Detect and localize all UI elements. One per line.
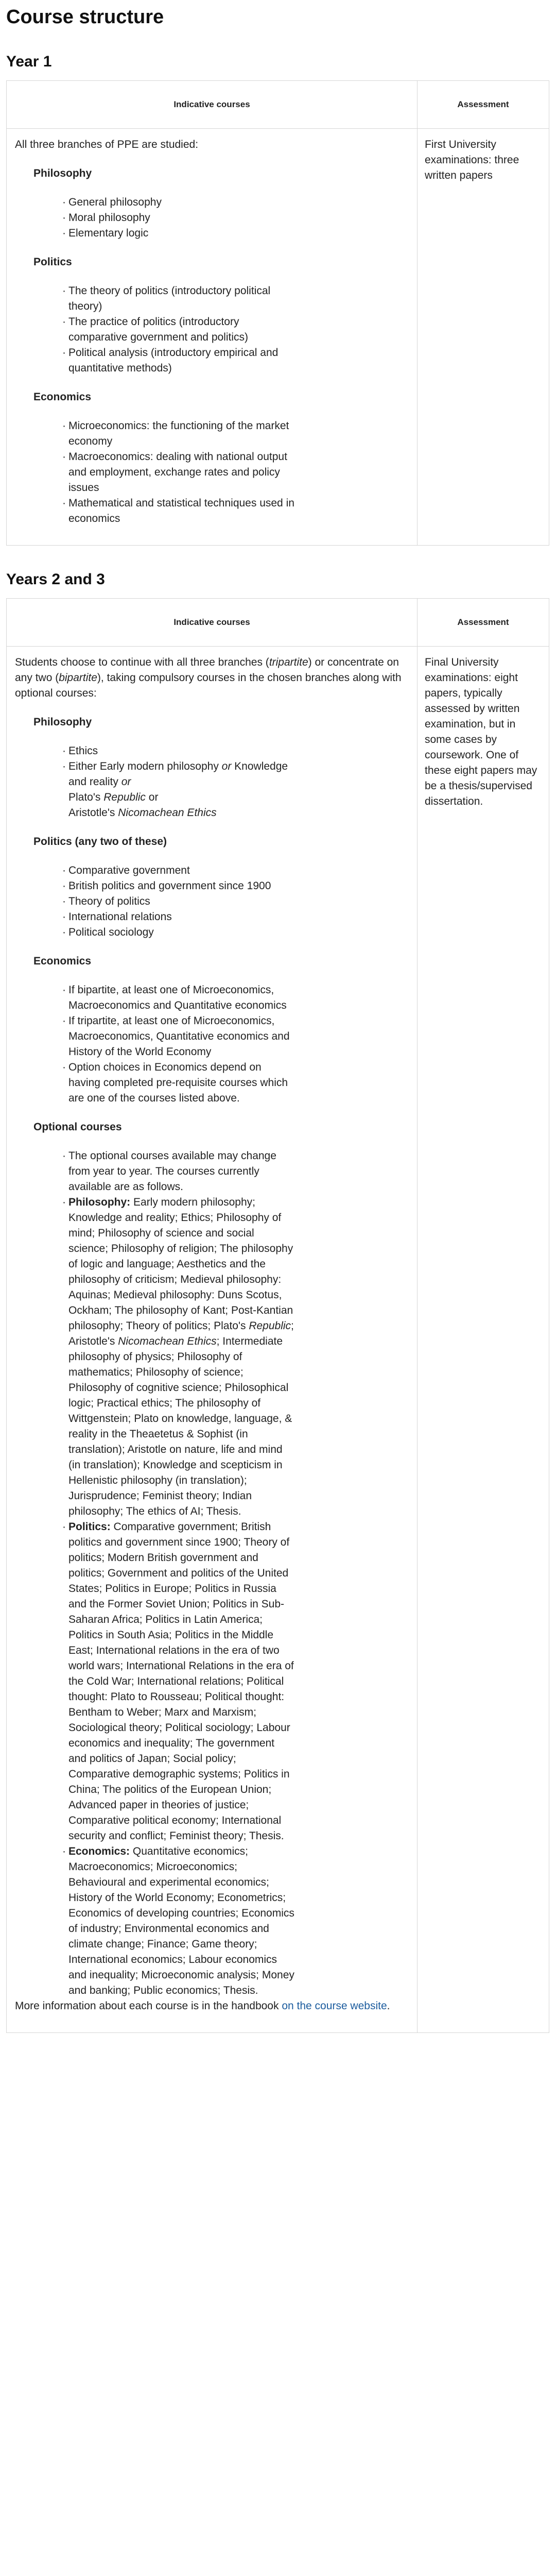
text: Plato's: [68, 791, 104, 803]
intro-text: ), taking compulsory courses in the chosen branches along with optional courses:: [15, 672, 402, 699]
list-item: · General philosophy: [68, 195, 295, 210]
year1-branch-economics: [15, 389, 405, 527]
list-item: · International relations: [68, 909, 295, 925]
year23-assessment: Final University examinations: eight papers, typically assessed by written examination, but in some cases by coursework. One of these eight papers may be a thesis/supervised dissertation.: [418, 647, 549, 2033]
list-item: [68, 1844, 295, 1998]
more-info: [15, 1998, 405, 2014]
text: .: [387, 2000, 390, 2012]
list-item: · Ethics: [68, 743, 295, 759]
intro-bipartite: bipartite: [59, 672, 97, 684]
course-list: [15, 743, 295, 821]
course-list: [15, 863, 295, 940]
course-website-link[interactable]: on the course website: [282, 2000, 387, 2012]
text: Aristotle's: [68, 807, 118, 819]
course-list: [15, 195, 295, 241]
branch-name: Economics: [33, 391, 92, 403]
text: Early modern philosophy; Knowledge and reality; Ethics; Philosophy of mind; Philosophy of science and social science; Philosophy of religion; The philosophy of logic and language; Aesthetics and the philosophy of criticism; Medieval philosophy: Aquinas; Medieval philosophy: Duns Scotus, Ockham; The philosophy of Kant; Post-Kantian philosophy; Theory of politics; Plato's: [68, 1196, 293, 1332]
list-item: · If tripartite, at least one of Microeconomics, Macroeconomics, Quantitative economics and History of the World Economy: [68, 1013, 295, 1060]
list-item: · Political analysis (introductory empirical and quantitative methods): [68, 345, 295, 376]
course-list: [15, 1148, 295, 1998]
branch-name: Optional courses: [33, 1121, 122, 1133]
year1-branch-philosophy: [15, 166, 405, 241]
intro-text: Students choose to continue with all three branches (: [15, 656, 269, 668]
list-item: · Comparative government: [68, 863, 295, 878]
list-item: · The theory of politics (introductory political theory): [68, 283, 295, 314]
course-list: [15, 982, 295, 1106]
year23-header-assessment: Assessment: [418, 599, 549, 647]
branch-name: Philosophy: [33, 167, 92, 179]
list-item: · The practice of politics (introductory comparative government and politics): [68, 314, 295, 345]
text-italic: Nicomachean Ethics: [118, 1335, 217, 1347]
list-item: · Microeconomics: the functioning of the market economy: [68, 418, 295, 449]
text-italic: Nicomachean Ethics: [118, 807, 217, 819]
course-list: [15, 418, 295, 527]
year23-branch-politics: [15, 834, 405, 940]
year23-header-courses: Indicative courses: [7, 599, 418, 647]
text-italic: Republic: [249, 1320, 291, 1332]
course-list: [15, 283, 295, 376]
page-title: Course structure: [6, 6, 164, 28]
text: ; Aristotle's: [68, 1320, 294, 1347]
list-item: [68, 759, 295, 821]
list-item: [68, 1519, 295, 1844]
list-item: · The optional courses available may change from year to year. The courses currently available are as follows.: [68, 1148, 295, 1195]
year1-branch-politics: [15, 255, 405, 376]
list-item: · Theory of politics: [68, 894, 295, 909]
list-item: [68, 1195, 295, 1519]
year23-branch-optional: [15, 1120, 405, 1998]
list-item: · Political sociology: [68, 925, 295, 940]
text: More information about each course is in the handbook: [15, 2000, 282, 2012]
optional-philosophy-label: Philosophy:: [68, 1196, 131, 1208]
year1-title: Year 1: [6, 53, 52, 70]
list-item: · Option choices in Economics depend on having completed pre-requisite courses which are one of the courses listed above.: [68, 1060, 295, 1106]
text-italic: or: [221, 760, 232, 772]
list-item: · Macroeconomics: dealing with national output and employment, exchange rates and policy issues: [68, 449, 295, 496]
text-italic: or: [121, 776, 131, 788]
year1-header-courses: Indicative courses: [7, 81, 418, 129]
year23-courses-cell: [7, 647, 418, 2033]
text: Comparative government; British politics and government since 1900; Theory of politics; Modern British government and politics; Government and politics of the United States; Politics in Europe; Politics in Russia and the Former Soviet Union; Politics in Sub-Saharan Africa; Politics in Latin America; Politics in South Asia; Politics in the Middle East; International relations in the era of two world wars; International Relations in the era of the Cold War; International relations; Political thought: Plato to Rousseau; Political thought: Bentham to Weber; Marx and Marxism; Sociological theory; Political sociology; Labour economics and inequality; The government and politics of Japan; Social policy; Comparative demographic systems; Politics in China; The politics of the European Union; Advanced paper in theories of justice; Comparative political economy; International security and conflict; Feminist theory; Thesis.: [68, 1521, 294, 1842]
branch-name: Economics: [33, 955, 92, 967]
year23-title: Years 2 and 3: [6, 571, 105, 588]
list-item: · If bipartite, at least one of Microeconomics, Macroeconomics and Quantitative economics: [68, 982, 295, 1013]
list-item: · Moral philosophy: [68, 210, 295, 226]
branch-name: Politics: [33, 256, 72, 268]
intro-tripartite: tripartite: [269, 656, 308, 668]
text: Either Early modern philosophy: [68, 760, 222, 772]
list-item: · Elementary logic: [68, 226, 295, 241]
text: ; Intermediate philosophy of physics; Philosophy of mathematics; Philosophy of science; Philosophy of cognitive science; Philosophical logic; Practical ethics; The philosophy of Wittgenstein; Plato on knowledge, language, & reality in the Theaetetus & Sophist (in translation); Aristotle on nature, life and mind (in translation); Knowledge and scepticism in Hellenistic philosophy (in translation); Jurisprudence; Feminist theory; Indian philosophy; The ethics of AI; Thesis.: [68, 1335, 292, 1517]
text: Quantitative economics; Macroeconomics; Microeconomics; Behavioural and experimental economics; History of the World Economy; Econometrics; Economics of developing countries; Economics of industry; Environmental economics and climate change; Finance; Game theory; International economics; Labour economics and inequality; Microeconomic analysis; Money and banking; Public economics; Thesis.: [68, 1845, 294, 1996]
year23-table: [6, 598, 549, 2033]
year1-intro: All three branches of PPE are studied:: [15, 139, 199, 150]
optional-politics-label: Politics:: [68, 1521, 111, 1533]
year1-table: [6, 80, 549, 546]
branch-name: Politics (any two of these): [33, 836, 167, 848]
year1-header-assessment: Assessment: [418, 81, 549, 129]
list-item: · British politics and government since 1900: [68, 878, 295, 894]
year1-assessment: First University examinations: three written papers: [418, 129, 549, 546]
list-item: · Mathematical and statistical techniques used in economics: [68, 496, 295, 527]
text: Knowledge and reality: [68, 760, 288, 788]
year1-courses-cell: [7, 129, 418, 546]
year23-branch-economics: [15, 954, 405, 1106]
intro-text: ) or concentrate on any two (: [15, 656, 399, 684]
branch-name: Philosophy: [33, 716, 92, 728]
text-italic: Republic: [103, 791, 146, 803]
year23-intro: [15, 655, 405, 701]
optional-economics-label: Economics:: [68, 1845, 130, 1857]
text: or: [145, 791, 159, 803]
year23-branch-philosophy: [15, 715, 405, 821]
